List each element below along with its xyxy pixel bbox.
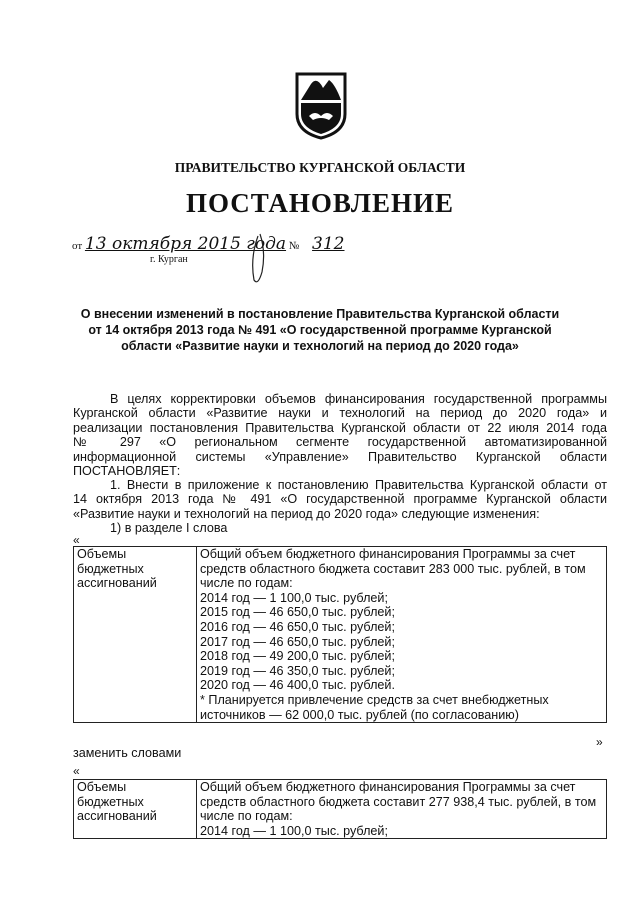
city: г. Курган	[150, 254, 188, 265]
date-prefix: от	[72, 240, 83, 252]
open-quote-2: «	[73, 764, 80, 778]
replace-with-text: заменить словами	[73, 746, 182, 760]
government-name: ПРАВИТЕЛЬСТВО КУРГАНСКОЙ ОБЛАСТИ	[174, 160, 466, 175]
kurgan-coat-of-arms-icon	[293, 70, 349, 140]
table-label-cell: Объемы бюджетных ассигнований	[74, 780, 197, 839]
document-title: О внесении изменений в постановление Правительства Курганской области от 14 октября 2013 года № 491 «О государственной программе Курганской области «Развитие науки и технологий на период до 2020 года»	[80, 307, 560, 353]
date-value: 13 октября 2015 года	[84, 234, 287, 254]
close-quote: »	[596, 735, 603, 749]
old-funding-table	[73, 546, 607, 723]
table-row	[74, 547, 607, 723]
table-row	[74, 780, 607, 839]
intro-paragraph: В целях корректировки объемов финансирования государственной программы Курганской области «Развитие науки и технологий на период до 2020 года» и реализации постановления Правительства Курганской области от 22 июля 2014 года № 297 «О региональном сегменте государственной автоматизированной информационной системы «Управление» Правительство Курганской области ПОСТАНОВЛЯЕТ:	[73, 392, 607, 479]
table-value-cell: Общий объем бюджетного финансирования Программы за счет средств областного бюджета составит 277 938,4 тыс. рублей, в том числе по годам: 2014 год — 1 100,0 тыс. рублей;	[197, 780, 607, 839]
document-type: ПОСТАНОВЛЕНИЕ	[185, 188, 455, 218]
number-value: 312	[312, 234, 345, 254]
item-1-paragraph: 1. Внести в приложение к постановлению Правительства Курганской области от 14 октября 2013 года № 491 «О государственной программе Курганской области «Развитие науки и технологий на период до 2020 года» следующие изменения: 1) в разделе I слова	[73, 478, 607, 536]
table-label-cell: Объемы бюджетных ассигнований	[74, 547, 197, 723]
open-quote: «	[73, 533, 80, 547]
new-funding-table	[73, 779, 607, 839]
signature-stroke-icon	[230, 228, 290, 288]
number-prefix: №	[288, 240, 300, 252]
date-line	[72, 234, 355, 254]
table-value-cell: Общий объем бюджетного финансирования Программы за счет средств областного бюджета составит 283 000 тыс. рублей, в том числе по годам: 2014 год — 1 100,0 тыс. рублей; 2015 год — 46 650,0 тыс. рублей; 2016 год — 46 650,0 тыс. рублей; 2017 год — 46 650,0 тыс. рублей; 2018 год — 49 200,0 тыс. рублей; 2019 год — 46 350,0 тыс. рублей; 2020 год — 46 400,0 тыс. рублей. * Планируется привлечение средств за счет внебюджетных источников — 62 000,0 тыс. рублей (по согласованию)	[197, 547, 607, 723]
